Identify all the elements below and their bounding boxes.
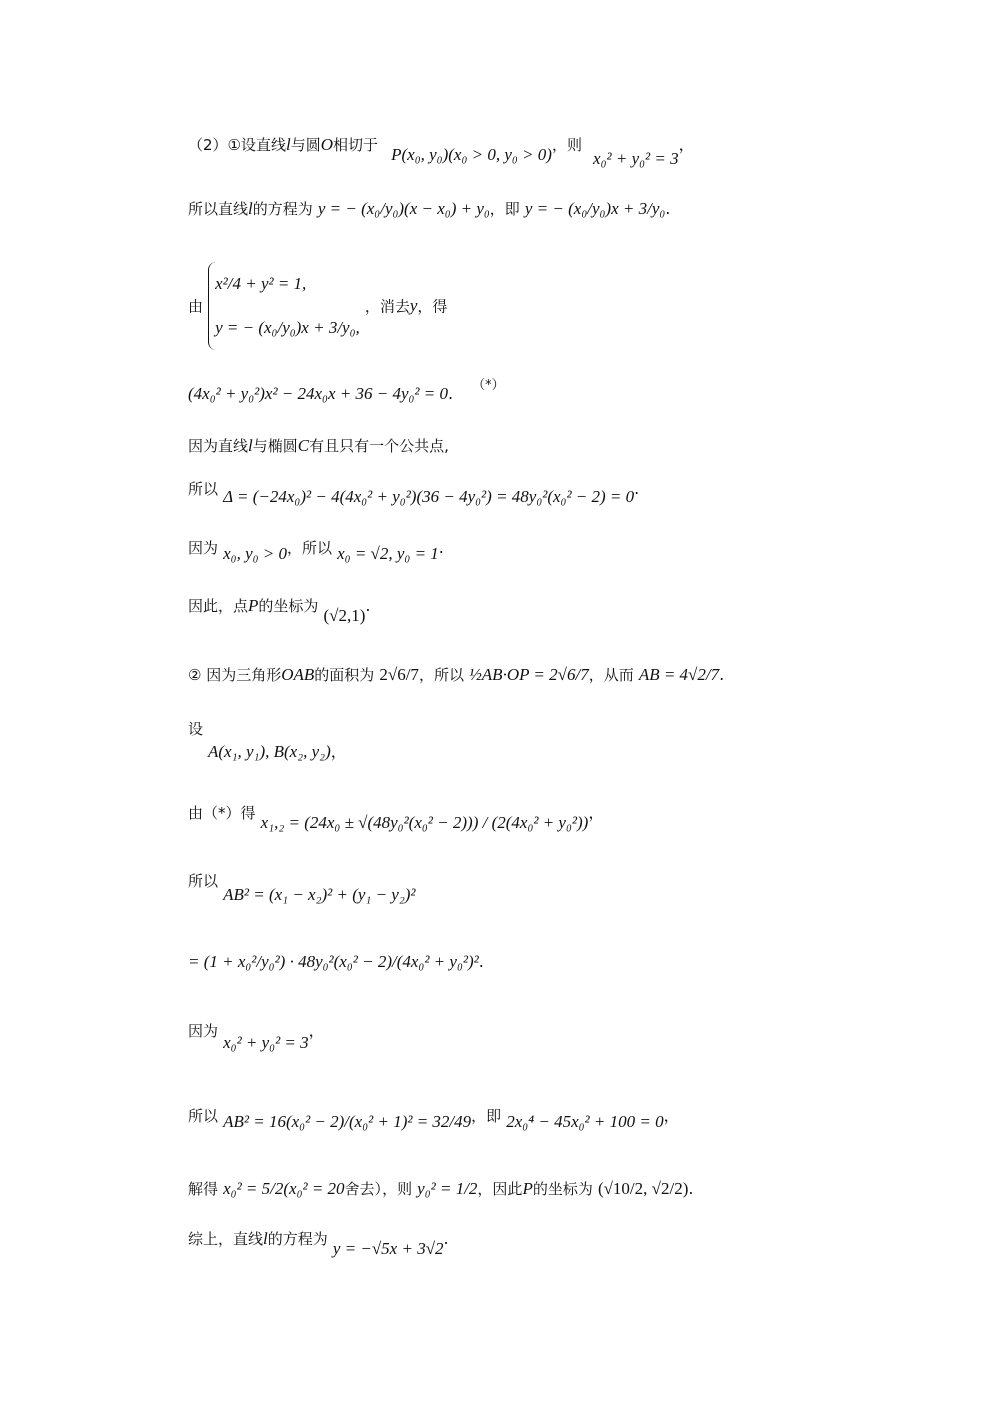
text: ，即 — [471, 1107, 502, 1125]
punct: ， — [678, 135, 695, 154]
text: 综上，直线 — [188, 1230, 264, 1248]
punct: ， — [308, 1021, 325, 1040]
root-formula: x₁,₂ = (24x₀ ± √(48y₀²(x₀² − 2))) / (2(4x₀² + y₀²)) — [260, 813, 589, 832]
punct: . — [688, 1179, 694, 1198]
equation-marker: （*） — [472, 378, 505, 393]
punct: . — [478, 952, 484, 971]
coordinate-P: (√2,1) — [323, 606, 366, 625]
area-equation: ½AB·OP = 2√6/7 — [469, 665, 589, 684]
punct: . — [438, 538, 444, 557]
text: 的方程为 — [252, 200, 313, 218]
circle-equation-2: x₀² + y₀² = 3 — [223, 1033, 309, 1052]
text: 有且只有一个公共点, — [309, 437, 449, 455]
text: ，得 — [417, 297, 448, 316]
punct: . — [634, 479, 640, 498]
text: 由 — [188, 297, 204, 316]
line-4 — [188, 378, 505, 404]
text: （2）①设直线 — [188, 136, 286, 154]
text: ，所以 — [287, 539, 333, 557]
line-11 — [188, 800, 605, 832]
text: 所以 — [188, 1107, 219, 1125]
ab-length: AB = 4√2/7 — [638, 665, 720, 684]
text: 与圆 — [290, 136, 321, 154]
text: 因为 — [188, 1022, 219, 1040]
line-3 — [188, 262, 447, 350]
var-y: y — [409, 296, 418, 315]
text: ，即 — [489, 200, 520, 218]
text: 所以 — [188, 872, 219, 890]
text: 相切于 — [333, 136, 379, 154]
tangent-point-expression: P(x₀, y₀)(x₀ > 0, y₀ > 0) — [391, 145, 552, 164]
text: 的方程为 — [267, 1230, 328, 1248]
var-P: P — [248, 596, 259, 615]
text: 舍去） — [344, 1180, 383, 1198]
circle-equation: x₀² + y₀² = 3 — [593, 149, 679, 168]
punct: ， — [330, 742, 347, 761]
line-13 — [188, 952, 484, 972]
text: 的面积为 — [314, 666, 375, 684]
line-17 — [188, 1228, 449, 1258]
text: ，则 — [551, 136, 582, 154]
punct: ， — [663, 1106, 680, 1125]
var-l: l — [263, 1229, 268, 1248]
text: 解得 — [188, 1180, 219, 1198]
punct: . — [719, 665, 725, 684]
var-l: l — [248, 436, 253, 455]
text: 因为直线 — [188, 437, 249, 455]
line-9 — [188, 664, 724, 685]
system-eq-2: y = − (x₀/y₀)x + 3/y₀, — [215, 318, 360, 337]
punct: . — [365, 596, 371, 615]
punct: . — [447, 384, 454, 403]
discriminant-equation: Δ = (−24x₀)² − 4(4x₀² + y₀²)(36 − 4y₀²) = 48y₀²(x₀² − 2) = 0 — [223, 487, 635, 506]
ab-squared-result: AB² = 16(x₀² − 2)/(x₀² + 1)² = 32/49 — [223, 1112, 472, 1131]
y0-squared: y₀² = 1/2 — [417, 1179, 478, 1198]
line-14 — [188, 1018, 325, 1052]
punct: ， — [588, 803, 605, 822]
coordinate-P-final: (√10/2, √2/2) — [597, 1179, 689, 1198]
quartic-equation: 2x₀⁴ − 45x₀² + 100 = 0 — [506, 1112, 664, 1131]
line-1 — [188, 132, 695, 168]
discarded-value: (x₀² = 20 — [283, 1179, 345, 1198]
text: ，则 — [382, 1180, 413, 1198]
line-16 — [188, 1178, 693, 1199]
text: 与椭圆 — [252, 437, 298, 455]
var-C: C — [297, 436, 310, 455]
x0-squared: x₀² = 5/2 — [223, 1179, 284, 1198]
points-AB: A(x₁, y₁), B(x₂, y₂) — [208, 742, 331, 761]
var-l: l — [248, 199, 253, 218]
text: 由（*）得 — [188, 804, 256, 822]
text: ② 因为三角形 — [188, 666, 282, 684]
ab-squared-distance: AB² = (x₁ − x₂)² + (y₁ − y₂)² — [223, 885, 416, 904]
line-7 — [188, 537, 444, 563]
line-2 — [188, 198, 670, 219]
solution: x₀ = √2, y₀ = 1 — [337, 544, 439, 563]
equation-system — [208, 262, 360, 350]
line-15 — [188, 1103, 680, 1131]
line-10 — [188, 718, 347, 762]
text: ，所以 — [418, 666, 464, 684]
line-12 — [188, 870, 416, 904]
line-6 — [188, 478, 640, 506]
text: 的坐标为 — [258, 597, 319, 615]
var-l: l — [286, 135, 291, 154]
system-eq-1: x²/4 + y² = 1, — [215, 274, 307, 293]
text: 所以直线 — [188, 200, 249, 218]
line-5 — [188, 435, 449, 456]
line-8 — [188, 595, 371, 625]
line-equation: y = − (x₀/y₀)(x − x₀) + y₀ — [317, 199, 490, 218]
text: 设 — [188, 720, 204, 738]
text: ，消去 — [364, 297, 410, 316]
text: 的坐标为 — [532, 1180, 593, 1198]
text: ，因此 — [477, 1180, 523, 1198]
punct: . — [443, 1229, 449, 1248]
ab-squared-expansion: = (1 + x₀²/y₀²) · 48y₀²(x₀² − 2)/(4x₀² + y₀²)² — [188, 952, 479, 971]
punct: . — [665, 199, 671, 218]
area-value: 2√6/7 — [379, 665, 419, 684]
text: 因为 — [188, 539, 219, 557]
text: ，从而 — [588, 666, 634, 684]
triangle-OAB: OAB — [281, 665, 315, 684]
final-line-equation: y = −√5x + 3√2 — [332, 1239, 444, 1258]
condition: x₀, y₀ > 0 — [223, 544, 287, 563]
text: 因此，点 — [188, 597, 249, 615]
var-P: P — [522, 1179, 533, 1198]
quadratic-equation: (4x₀² + y₀²)x² − 24x₀x + 36 − 4y₀² = 0 — [188, 384, 448, 403]
text: 所以 — [188, 480, 219, 498]
var-O: O — [320, 135, 334, 154]
line-equation-simplified: y = − (x₀/y₀)x + 3/y₀ — [524, 199, 666, 218]
